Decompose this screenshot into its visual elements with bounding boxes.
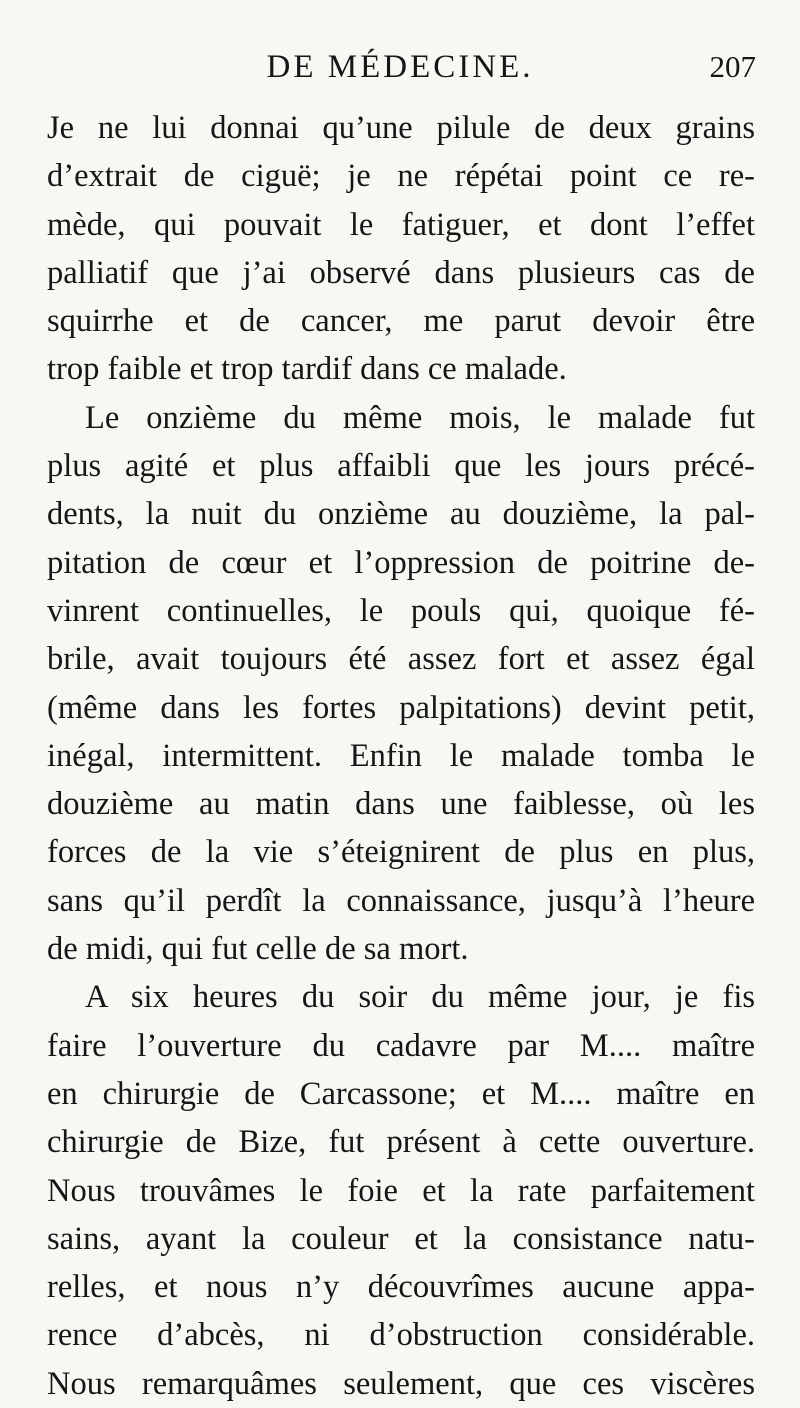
text-line: trop faible et trop tardif dans ce malade. [47, 351, 567, 388]
text-line: Le onzième du même mois, le malade fut [85, 399, 755, 436]
text-line: faire l’ouverture du cadavre par M.... maître [47, 1027, 755, 1064]
text-line: relles, et nous n’y découvrîmes aucune appa- [47, 1269, 755, 1306]
text-line: Nous remarquâmes seulement, que ces viscères [47, 1365, 755, 1402]
text-line: inégal, intermittent. Enfin le malade tomba le [47, 737, 755, 774]
text-line: vinrent continuelles, le pouls qui, quoique fé- [47, 592, 755, 629]
text-line: rence d’abcès, ni d’obstruction considérable. [47, 1317, 755, 1354]
text-line: douzième au matin dans une faiblesse, où les [47, 786, 755, 823]
text-line: en chirurgie de Carcassone; et M.... maître en [47, 1075, 755, 1112]
text-line: palliatif que j’ai observé dans plusieurs cas de [47, 254, 755, 291]
text-line: mède, qui pouvait le fatiguer, et dont l’effet [47, 206, 755, 243]
running-head [40, 42, 760, 92]
text-line: A six heures du soir du même jour, je fis [85, 979, 755, 1016]
text-line: brile, avait toujours été assez fort et assez égal [47, 641, 755, 678]
text-line: plus agité et plus affaibli que les jours précé- [47, 448, 755, 485]
text-line: sains, ayant la couleur et la consistance natu- [47, 1220, 755, 1257]
text-line: de midi, qui fut celle de sa mort. [47, 931, 469, 968]
page-number: 207 [709, 49, 756, 84]
text-line: Nous trouvâmes le foie et la rate parfaitement [47, 1172, 755, 1209]
running-title: DE MÉDECINE. [266, 49, 534, 85]
text-line: chirurgie de Bize, fut présent à cette ouverture. [47, 1124, 755, 1161]
body-text [47, 104, 755, 1408]
text-line: d’extrait de ciguë; je ne répétai point ce re- [47, 158, 755, 195]
text-line: squirrhe et de cancer, me parut devoir être [47, 303, 755, 340]
text-line: sans qu’il perdît la connaissance, jusqu’à l’heure [47, 882, 755, 919]
text-line: pitation de cœur et l’oppression de poitrine de- [47, 544, 755, 581]
text-line: (même dans les fortes palpitations) devint petit, [47, 689, 755, 726]
text-line: forces de la vie s’éteignirent de plus en plus, [47, 834, 755, 871]
text-line: dents, la nuit du onzième au douzième, la pal- [47, 496, 755, 533]
text-line: Je ne lui donnai qu’une pilule de deux grains [47, 110, 755, 146]
